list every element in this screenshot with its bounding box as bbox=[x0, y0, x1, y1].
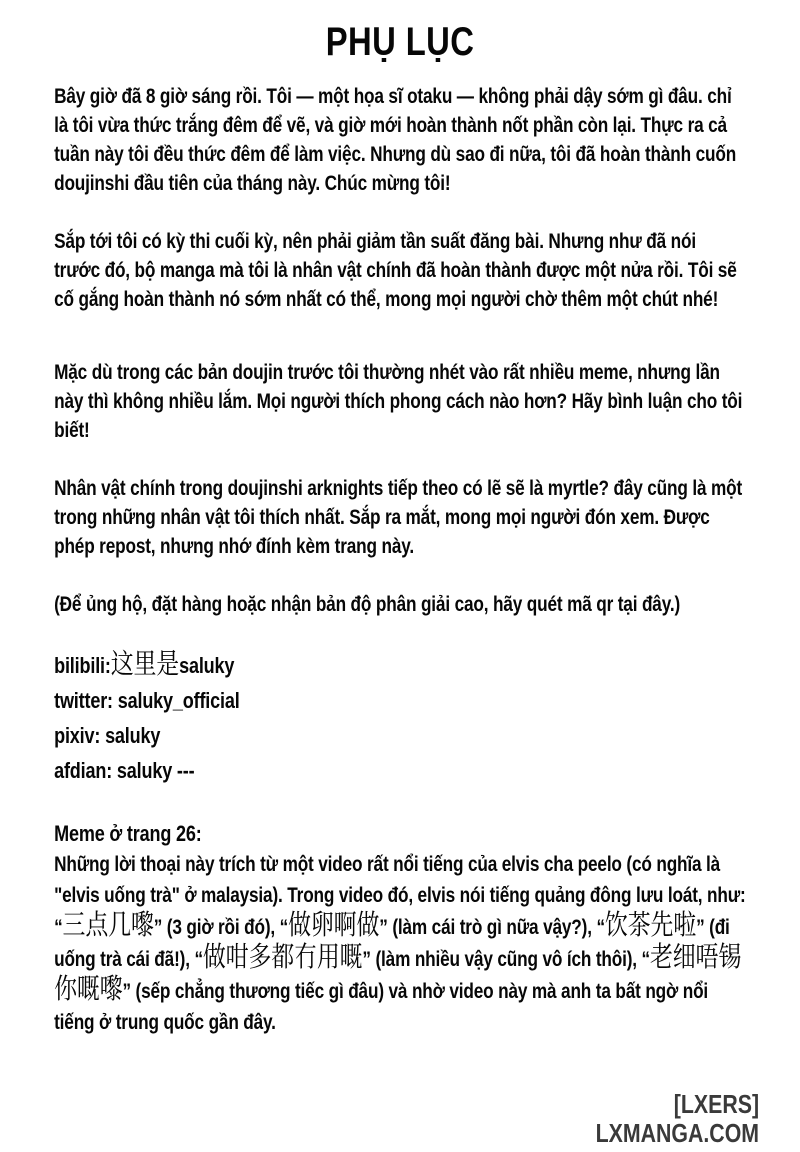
social-pixiv: pixiv: saluky bbox=[54, 723, 161, 748]
appendix-page bbox=[0, 20, 800, 1152]
social-bilibili-handle: saluky bbox=[179, 653, 235, 678]
social-bilibili bbox=[54, 648, 746, 683]
meme-text-outro: ” (sếp chẳng thương tiếc gì đâu) và nhờ video này mà anh ta bất ngờ nổi tiếng ở trung quốc gần đây. bbox=[54, 980, 709, 1034]
paragraph-next-doujinshi: Nhân vật chính trong doujinshi arknights tiếp theo có lẽ sẽ là myrtle? đây cũng là một trong những nhân vật tôi thích nhất. Sắp ra mắt, mong mọi người đón xem. Được phép repost, nhưng nhớ đính kèm trang này. bbox=[54, 477, 743, 558]
meme-text-3: ” (làm cái trò gì nữa vậy?), “ bbox=[379, 916, 605, 939]
meme-paragraph bbox=[54, 849, 746, 1038]
meme-quote-cantonese-3: 饮茶先啦 bbox=[604, 908, 697, 941]
paragraph-qr-note: (Để ủng hộ, đặt hàng hoặc nhận bản độ phân giải cao, hãy quét mã qr tại đây.) bbox=[54, 593, 681, 616]
watermark-group: [LXERS] bbox=[673, 1089, 760, 1119]
social-bilibili-label: bilibili: bbox=[54, 653, 111, 678]
meme-text-intro: Những lời thoại này trích từ một video rất nổi tiếng của elvis cha peelo (có nghĩa là "elvis uống trà" ở malaysia). Trong video đó, elvis nói tiếng quảng đông lưu loát, như: “ bbox=[54, 853, 746, 939]
meme-quote-cantonese-4: 做咁多都冇用嘅 bbox=[202, 940, 363, 973]
social-links bbox=[54, 648, 746, 788]
meme-text-2: ” (3 giờ rồi đó), “ bbox=[153, 916, 289, 939]
paragraph-meme-style: Mặc dù trong các bản doujin trước tôi thường nhét vào rất nhiều meme, nhưng lần này thì không nhiều lắm. Mọi người thích phong cách nào hơn? Hãy bình luận cho tôi biết! bbox=[54, 361, 743, 442]
meme-text-4: ” (đi uống trà cái đã!), “ bbox=[54, 916, 730, 971]
meme-quote-cantonese-5: 老细唔锡你嘅嚟 bbox=[54, 940, 742, 1005]
watermark bbox=[596, 1090, 759, 1148]
meme-quote-cantonese-2: 做卵啊做 bbox=[288, 908, 380, 941]
meme-section bbox=[54, 818, 746, 1038]
watermark-site: LXMANGA.COM bbox=[595, 1118, 760, 1148]
page-title: PHỤ LỤC bbox=[325, 20, 475, 64]
meme-text-5: ” (làm nhiều vậy cũng vô ích thôi), “ bbox=[362, 948, 650, 971]
meme-quote-cantonese-1: 三点几嚟 bbox=[62, 908, 154, 941]
meme-heading: Meme ở trang 26: bbox=[54, 821, 202, 846]
paragraph-exams: Sắp tới tôi có kỳ thi cuối kỳ, nên phải giảm tần suất đăng bài. Nhưng như đã nói trước đó, bộ manga mà tôi là nhân vật chính đã hoàn thành được một nửa rồi. Tôi sẽ cố gắng hoàn thành nó sớm nhất có thể, mong mọi người chờ thêm một chút nhé! bbox=[54, 230, 737, 311]
social-twitter: twitter: saluky_official bbox=[54, 688, 240, 713]
paragraph-morning: Bây giờ đã 8 giờ sáng rồi. Tôi — một họa sĩ otaku — không phải dậy sớm gì đâu. chỉ là tôi vừa thức trắng đêm để vẽ, và giờ mới hoàn thành nốt phần còn lại. Thực ra cả tuần này tôi đều thức đêm để làm việc. Nhưng dù sao đi nữa, tôi đã hoàn thành cuốn doujinshi đầu tiên của tháng này. Chúc mừng tôi! bbox=[54, 85, 737, 195]
social-bilibili-cn: 这里是 bbox=[110, 647, 180, 680]
social-afdian: afdian: saluky --- bbox=[54, 758, 195, 783]
